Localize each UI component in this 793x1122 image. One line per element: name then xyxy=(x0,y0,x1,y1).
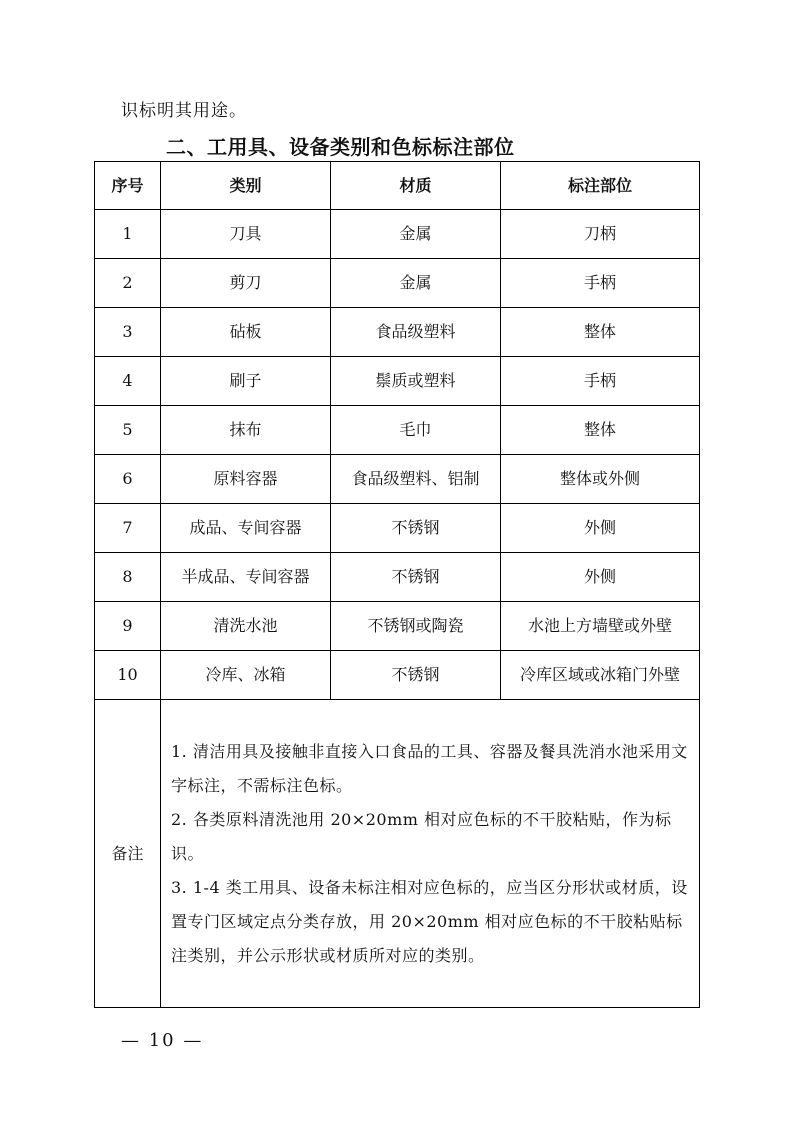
notes-row xyxy=(95,700,700,1008)
marking-location-cell: 整体 xyxy=(501,308,700,357)
header-cell: 类别 xyxy=(161,162,331,210)
page-number: — 10 — xyxy=(121,1030,204,1051)
equipment-color-code-table xyxy=(94,161,700,1008)
category-cell: 刷子 xyxy=(161,357,331,406)
note-item: 1. 清洁用具及接触非直接入口食品的工具、容器及餐具洗消水池采用文字标注，不需标注色标。 xyxy=(171,741,688,795)
row-number: 6 xyxy=(95,455,161,504)
marking-location-cell: 整体 xyxy=(501,406,700,455)
category-cell: 抹布 xyxy=(161,406,331,455)
section-title: 二、工用具、设备类别和色标标注部位 xyxy=(166,135,515,159)
header-cell: 材质 xyxy=(331,162,501,210)
row-number: 10 xyxy=(95,651,161,700)
marking-location-cell: 整体或外侧 xyxy=(501,455,700,504)
table-row xyxy=(95,553,700,602)
row-number: 8 xyxy=(95,553,161,602)
notes-label: 备注 xyxy=(95,700,161,1008)
table-row xyxy=(95,651,700,700)
category-cell: 半成品、专间容器 xyxy=(161,553,331,602)
category-cell: 刀具 xyxy=(161,210,331,259)
marking-location-cell: 手柄 xyxy=(501,357,700,406)
material-cell: 鬃质或塑料 xyxy=(331,357,501,406)
note-item: 3. 1-4 类工用具、设备未标注相对应色标的，应当区分形状或材质，设置专门区域定点分类存放，用 20×20mm 相对应色标的不干胶粘贴标注类别，并公示形状或材质所对应的类别。 xyxy=(171,877,688,965)
material-cell: 金属 xyxy=(331,210,501,259)
material-cell: 金属 xyxy=(331,259,501,308)
category-cell: 原料容器 xyxy=(161,455,331,504)
category-cell: 成品、专间容器 xyxy=(161,504,331,553)
intro-text: 识标明其用途。 xyxy=(121,101,247,121)
category-cell: 剪刀 xyxy=(161,259,331,308)
table-row xyxy=(95,406,700,455)
table-row xyxy=(95,504,700,553)
table-row xyxy=(95,308,700,357)
marking-location-cell: 刀柄 xyxy=(501,210,700,259)
row-number: 9 xyxy=(95,602,161,651)
row-number: 3 xyxy=(95,308,161,357)
category-cell: 冷库、冰箱 xyxy=(161,651,331,700)
table-header-row xyxy=(95,162,700,210)
row-number: 2 xyxy=(95,259,161,308)
notes-body xyxy=(161,700,700,1008)
row-number: 4 xyxy=(95,357,161,406)
table-row xyxy=(95,455,700,504)
material-cell: 食品级塑料、铝制 xyxy=(331,455,501,504)
row-number: 1 xyxy=(95,210,161,259)
material-cell: 不锈钢 xyxy=(331,553,501,602)
marking-location-cell: 手柄 xyxy=(501,259,700,308)
category-cell: 砧板 xyxy=(161,308,331,357)
note-item: 2. 各类原料清洗池用 20×20mm 相对应色标的不干胶粘贴，作为标识。 xyxy=(171,809,672,863)
row-number: 7 xyxy=(95,504,161,553)
table-row xyxy=(95,210,700,259)
table-row xyxy=(95,602,700,651)
category-cell: 清洗水池 xyxy=(161,602,331,651)
marking-location-cell: 外侧 xyxy=(501,553,700,602)
marking-location-cell: 外侧 xyxy=(501,504,700,553)
row-number: 5 xyxy=(95,406,161,455)
material-cell: 不锈钢 xyxy=(331,651,501,700)
header-cell: 标注部位 xyxy=(501,162,700,210)
table-row xyxy=(95,357,700,406)
material-cell: 食品级塑料 xyxy=(331,308,501,357)
table-row xyxy=(95,259,700,308)
material-cell: 不锈钢或陶瓷 xyxy=(331,602,501,651)
marking-location-cell: 冷库区域或冰箱门外壁 xyxy=(501,651,700,700)
header-cell: 序号 xyxy=(95,162,161,210)
marking-location-cell: 水池上方墙壁或外壁 xyxy=(501,602,700,651)
material-cell: 不锈钢 xyxy=(331,504,501,553)
material-cell: 毛巾 xyxy=(331,406,501,455)
